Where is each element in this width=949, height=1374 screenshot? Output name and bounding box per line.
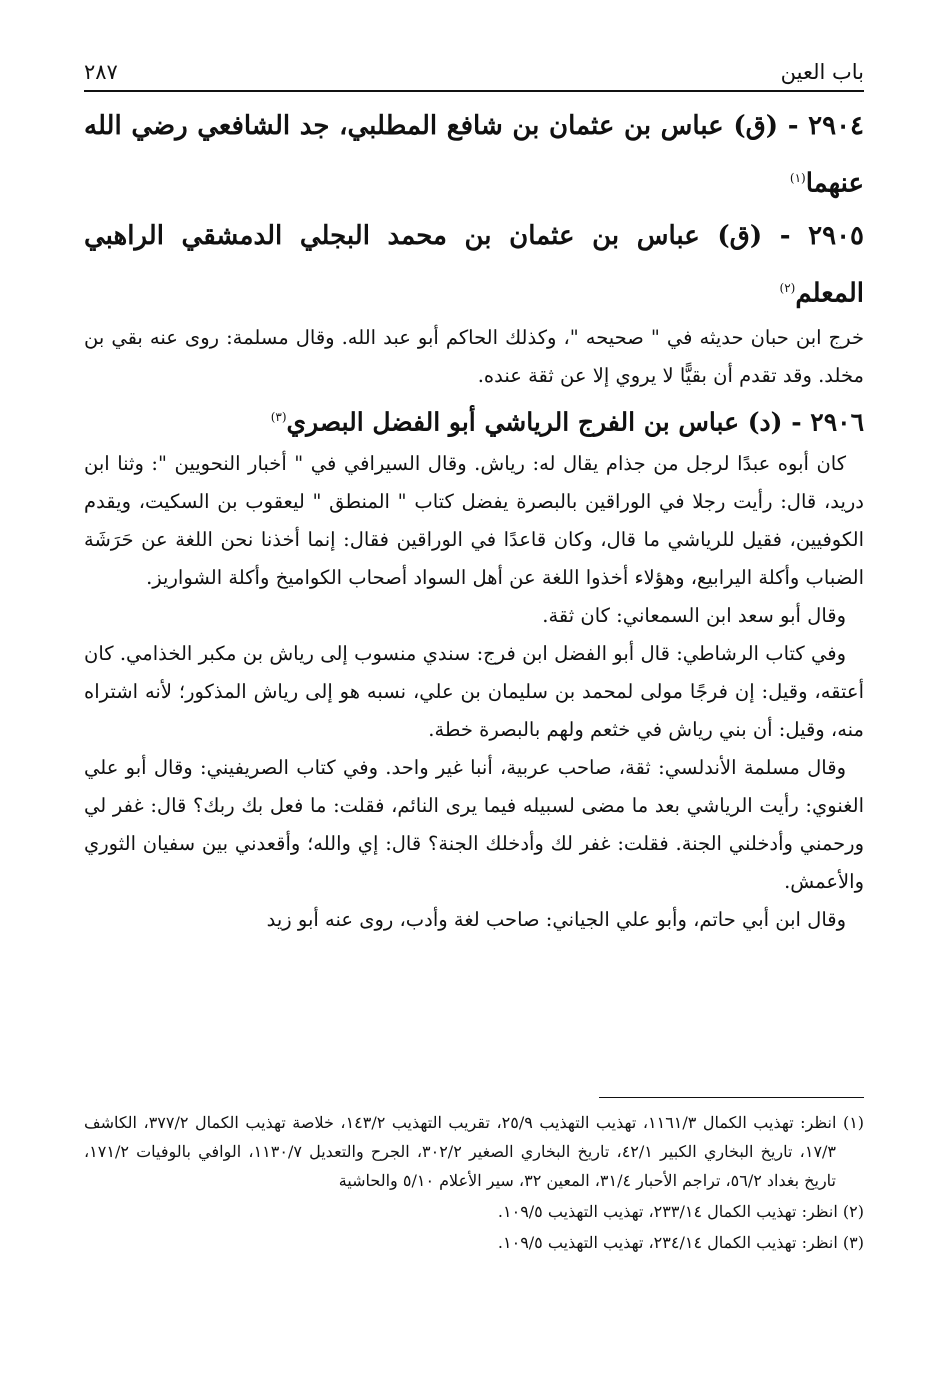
footnote-3: (٣) انظر: تهذيب الكمال ٢٣٤/١٤، تهذيب التهذيب ١٠٩/٥. xyxy=(497,1233,864,1252)
entry-heading-2904 xyxy=(84,100,864,210)
footnote-ref[interactable]: (١) xyxy=(789,171,806,185)
entry-heading-text: ٢٩٠٤ - (ق) عباس بن عثمان بن شافع المطلبي، جد الشافعي رضي الله عنهما xyxy=(84,111,864,199)
page-number: ٢٨٧ xyxy=(84,60,118,84)
entry-heading-2906 xyxy=(84,395,864,444)
paragraph: وقال أبو سعد ابن السمعاني: كان ثقة. xyxy=(542,603,846,627)
footnote-1: (١) انظر: تهذيب الكمال ١١٦١/٣، تهذيب التهذيب ٢٥/٩، تقريب التهذيب ١٤٣/٢، خلاصة تهذيب الكمال ٣٧٧/٢، الكاشف ١٧/٣، تاريخ البخاري الكبير ٤٢/١، تاريخ البخاري الصغير ٣٠٢/٢، الجرح والتعديل ١١٣٠/٧، الوافي بالوفيات ١٧١/٢، تاريخ بغداد ٥٦/٢، تراجم الأحبار ٣١/٤، المعين ٣٢، سير الأعلام ٥/١٠ والحاشية xyxy=(84,1113,865,1190)
paragraph: كان أبوه عبدًا لرجل من جذام يقال له: رياش. وقال السيرافي في " أخبار النحويين ": وثنا ابن دريد، قال: رأيت رجلا في الوراقين بالبصرة يفضل كتاب " المنطق " ليعقوب بن السكيت، ويقدم الكوفيين، فقيل للرياشي ما قال، وكان قاعدًا في الوراقين فقال: إنما أخذنا نحن اللغة عن حَرَشَة الضباب وأكلة اليرابيع، وهؤلاء أخذوا اللغة عن أهل السواد أصحاب الكواميخ وأكلة الشواريز. xyxy=(84,451,864,589)
footnote-ref[interactable]: (٢) xyxy=(779,280,796,295)
footnote-2: (٢) انظر: تهذيب الكمال ٢٣٣/١٤، تهذيب التهذيب ١٠٩/٥. xyxy=(497,1202,864,1221)
page-body xyxy=(84,52,864,939)
paragraph: وفي كتاب الرشاطي: قال أبو الفضل ابن فرج: سندي منسوب إلى رياش بن مكبر الخذامي. كان أعتقه، وقيل: إن فرجًا مولى لمحمد بن سليمان بن علي، نسبه هو إلى رياش المذكور؛ لأنه اشتراه منه، وقيل: أن بني رياش في خثعم ولهم بالبصرة خطة. xyxy=(84,641,864,741)
entry-heading-text: ٢٩٠٦ - (د) عباس بن الفرج الرياشي أبو الفضل البصري xyxy=(286,407,864,437)
entry-heading-text: ٢٩٠٥ - (ق) عباس بن عثمان بن محمد البجلي الدمشقي الراهبي المعلم xyxy=(84,220,864,309)
chapter-title: باب العين xyxy=(780,60,864,84)
paragraph: خرج ابن حبان حديثه في " صحيحه "، وكذلك الحاكم أبو عبد الله. وقال مسلمة: روى عنه بقي بن مخلد. وقد تقدم أن بقيًّا لا يروي إلا عن ثقة عنده. xyxy=(84,326,864,388)
footnote-ref[interactable]: (٣) xyxy=(270,410,287,425)
running-header xyxy=(84,52,864,92)
paragraph: وقال مسلمة الأندلسي: ثقة، صاحب عربية، أنبا غير واحد. وفي كتاب الصريفيني: وقال أبو علي الغنوي: رأيت الرياشي بعد ما مضى لسبيله فيما يرى النائم، فقلت: ما فعل بك ربك؟ قال: غفر لي ورحمني وأدخلني الجنة. فقلت: غفر لك وأدخلك الجنة؟ قال: إي والله؛ وأقعدني بين سفيان الثوري والأعمش. xyxy=(84,755,864,893)
paragraph: وقال ابن أبي حاتم، وأبو علي الجياني: صاحب لغة وأدب، روى عنه أبو زيد xyxy=(266,907,846,931)
entry-heading-2905 xyxy=(84,210,864,320)
footnotes xyxy=(84,1108,864,1259)
